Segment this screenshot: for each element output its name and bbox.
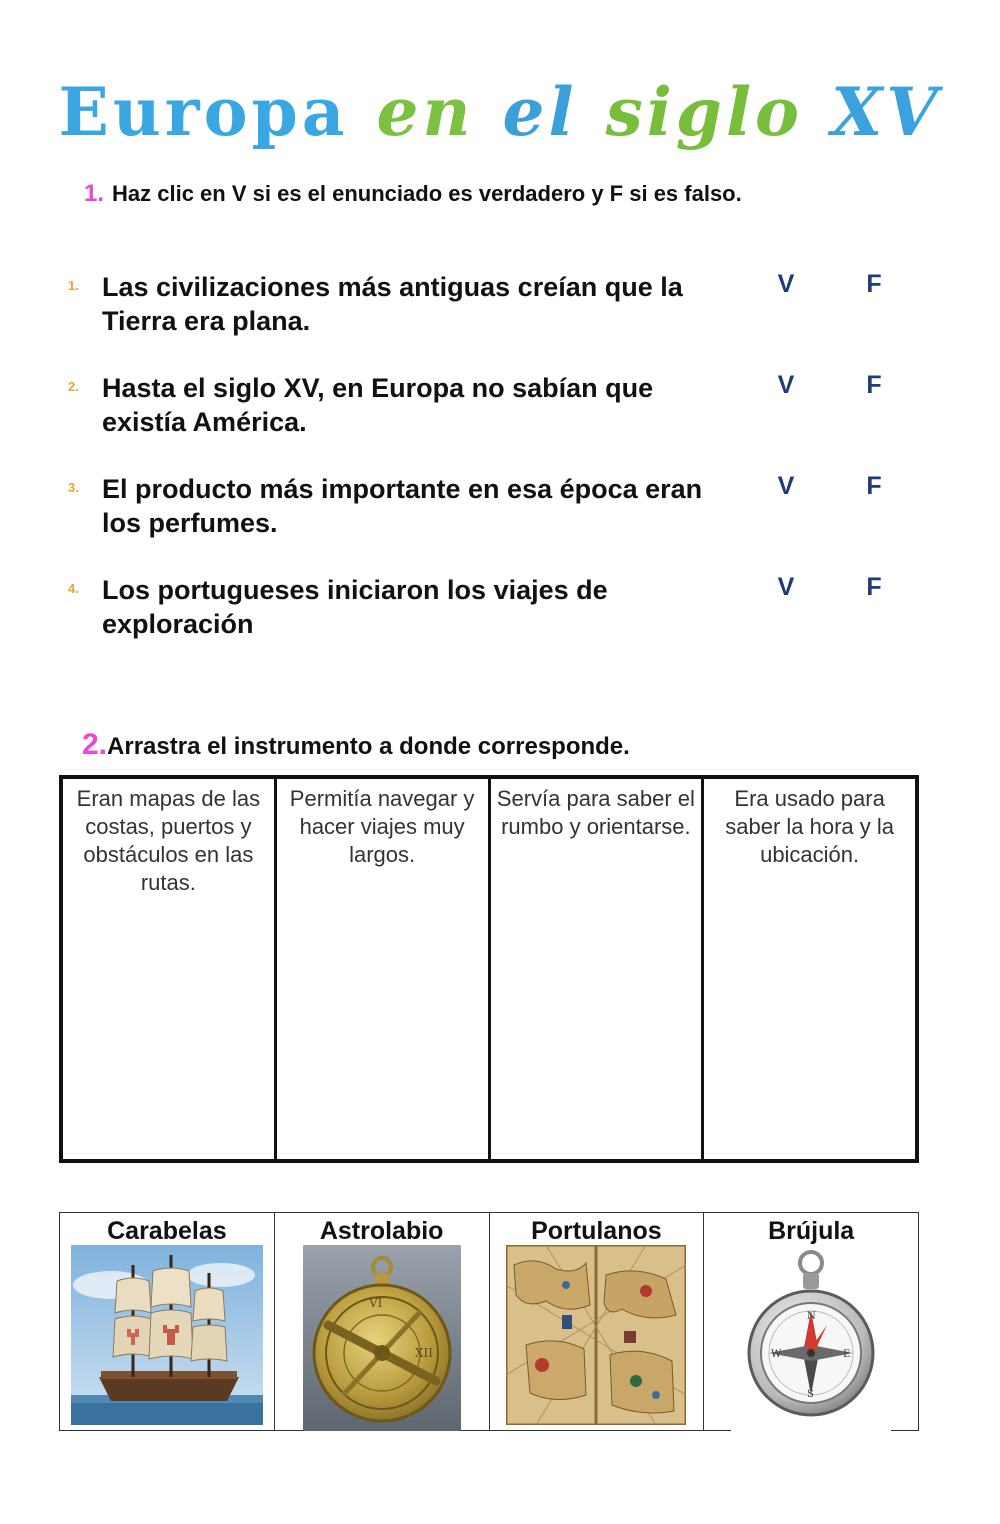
statement-text: Los portugueses iniciaron los viajes de exploración	[102, 575, 608, 639]
false-button[interactable]: F	[866, 472, 882, 500]
drop-target-table	[59, 775, 919, 1163]
statement-item	[68, 371, 928, 451]
svg-text:N: N	[807, 1311, 816, 1322]
instrument-card-brujula[interactable]	[704, 1213, 918, 1430]
statement-text: Las civilizaciones más antiguas creían que la Tierra era plana.	[102, 272, 683, 336]
title-word-en: en	[376, 73, 475, 151]
statement-text: El producto más importante en esa época eran los perfumes.	[102, 474, 703, 538]
drop-target-cell[interactable]	[277, 779, 491, 1159]
instrument-label: Astrolabio	[319, 1217, 444, 1245]
statement-number: 4.	[68, 581, 79, 596]
drop-target-cell[interactable]	[491, 779, 705, 1159]
svg-text:W: W	[771, 1349, 782, 1360]
false-button[interactable]: F	[866, 573, 882, 601]
description-text: Permitía navegar y hacer viajes muy largos.	[289, 786, 475, 867]
title-word-europa: Europa	[58, 73, 349, 151]
false-button[interactable]: F	[866, 270, 882, 298]
instruction-1	[84, 180, 742, 208]
statement-number: 1.	[68, 278, 79, 293]
true-button[interactable]: V	[777, 270, 795, 298]
description-text: Servía para saber el rumbo y orientarse.	[496, 786, 695, 839]
svg-text:E: E	[843, 1349, 851, 1360]
statement-number: 2.	[68, 379, 79, 394]
statement-item	[68, 472, 928, 552]
svg-text:S: S	[807, 1389, 814, 1400]
svg-text:VI: VI	[368, 1296, 383, 1310]
instruction-2-number: 2.	[82, 728, 108, 761]
instrument-label: Portulanos	[531, 1217, 662, 1245]
instruments-table	[59, 1212, 919, 1431]
page-title	[0, 72, 1000, 152]
true-button[interactable]: V	[777, 472, 795, 500]
drop-target-cell[interactable]	[63, 779, 277, 1159]
title-word-siglo: siglo	[605, 73, 804, 151]
instruction-1-number: 1.	[84, 180, 105, 207]
statement-item	[68, 573, 928, 653]
instruction-2-text: Arrastra el instrumento a donde corresponde.	[107, 733, 630, 760]
caravel-ship-icon[interactable]	[71, 1245, 263, 1425]
instrument-card-astrolabio[interactable]	[275, 1213, 490, 1430]
instruction-2	[82, 728, 630, 762]
instrument-label: Carabelas	[107, 1217, 227, 1245]
statement-item	[68, 270, 928, 350]
statement-number: 3.	[68, 480, 79, 495]
statement-text: Hasta el siglo XV, en Europa no sabían que existía América.	[102, 373, 654, 437]
title-word-xv: XV	[831, 73, 942, 151]
true-button[interactable]: V	[777, 371, 795, 399]
description-text: Eran mapas de las costas, puertos y obstáculos en las rutas.	[76, 786, 261, 895]
false-button[interactable]: F	[866, 371, 882, 399]
instrument-label: Brújula	[768, 1217, 855, 1245]
title-word-el: el	[502, 73, 578, 151]
instrument-card-carabelas[interactable]	[60, 1213, 275, 1430]
instrument-card-portulanos[interactable]	[490, 1213, 705, 1430]
portolan-map-icon[interactable]	[506, 1245, 686, 1425]
astrolabe-icon[interactable]	[303, 1245, 461, 1431]
true-button[interactable]: V	[777, 573, 795, 601]
instruction-1-text: Haz clic en V si es el enunciado es verdadero y F si es falso.	[112, 181, 742, 206]
svg-text:XII: XII	[414, 1346, 433, 1360]
drop-target-cell[interactable]	[704, 779, 915, 1159]
description-text: Era usado para saber la hora y la ubicación.	[725, 786, 894, 867]
compass-icon[interactable]	[731, 1245, 891, 1431]
